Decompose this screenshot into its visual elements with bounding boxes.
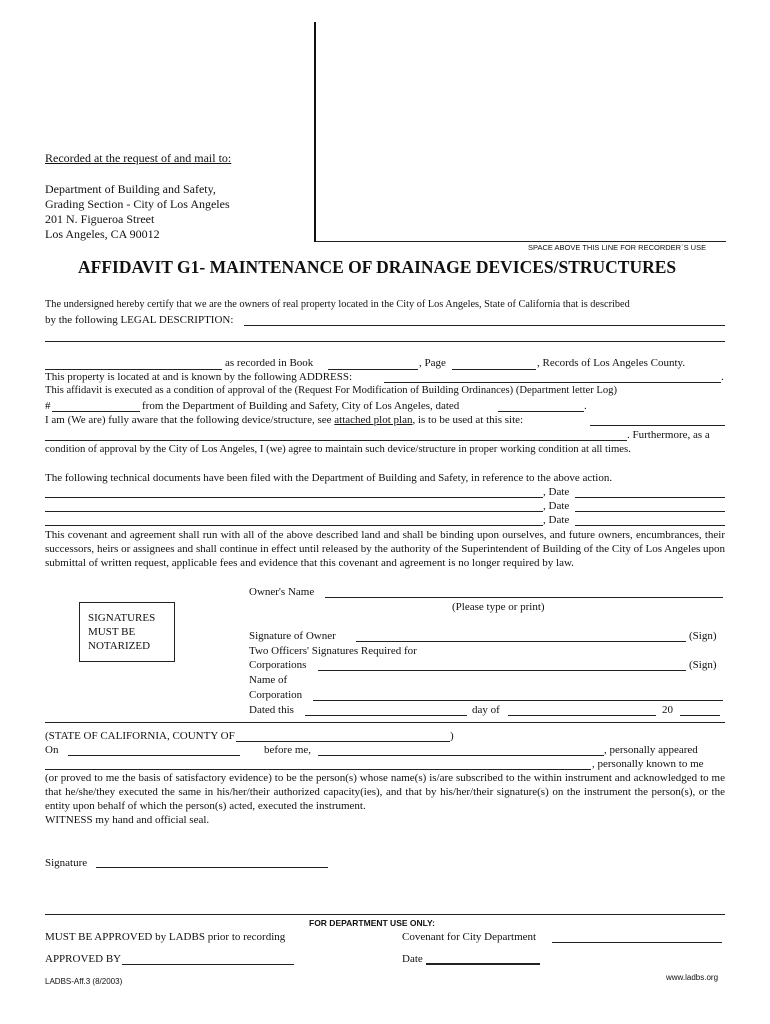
page-field[interactable] (452, 369, 536, 370)
log-number-field[interactable] (52, 411, 140, 412)
city-department-field[interactable] (552, 942, 722, 943)
owners-name-field[interactable] (325, 597, 723, 598)
sign-label-2: (Sign) (689, 659, 717, 671)
signature-of-owner-label: Signature of Owner (249, 630, 336, 642)
page-label: , Page (419, 357, 446, 369)
month-field[interactable] (508, 715, 656, 716)
year-field[interactable] (680, 715, 720, 716)
two-officers-label: Two Officers' Signatures Required for (249, 645, 417, 657)
tech-doc-date-field-1[interactable] (575, 497, 725, 498)
state-county-label: (STATE OF CALIFORNIA, COUNTY OF (45, 730, 235, 742)
footer-date-label: Date (402, 953, 423, 965)
address-line-1: Department of Building and Safety, (45, 182, 216, 196)
covenant-paragraph: This covenant and agreement shall run with all of the above described land and shall be binding upon ourselves, and future owners, encumbrances, their successors, heirs or assignees and shall continue in effect until released by the authority of the Superintendent of Building of the City of Los Angeles upon submittal of written request, applicable fees and evidence that this covenant and agreement is no longer required by law. (45, 529, 725, 569)
tech-doc-date-label-3: , Date (543, 514, 570, 526)
corporation-label: Corporation (249, 689, 303, 701)
box-line-3: NOTARIZED (88, 640, 151, 652)
recorder-note: SPACE ABOVE THIS LINE FOR RECORDER`S USE (528, 243, 707, 252)
tech-doc-date-field-3[interactable] (575, 525, 725, 526)
address-line-4: Los Angeles, CA 90012 (45, 227, 160, 241)
approved-by-field[interactable] (122, 964, 294, 965)
device-field-1[interactable] (590, 425, 725, 426)
approved-by-label: APPROVED BY (45, 953, 122, 965)
year-prefix: 20 (662, 704, 673, 716)
recorded-as-book-label: as recorded in Book (225, 357, 314, 369)
notary-name-field[interactable] (318, 755, 604, 756)
intro-line-2: by the following LEGAL DESCRIPTION: (45, 314, 234, 326)
footer-separator (45, 914, 725, 915)
notary-signature-label: Signature (45, 857, 88, 869)
owner-signature-field[interactable] (356, 641, 686, 642)
appeared-name-field[interactable] (45, 769, 591, 770)
mail-to-heading: Recorded at the request of and mail to: (45, 151, 232, 165)
aware-prefix: I am (We are) fully aware that the following device/structure, see (45, 414, 335, 426)
notary-signature-field[interactable] (96, 867, 328, 868)
aware-line (45, 413, 523, 427)
device-field-2[interactable] (45, 440, 627, 441)
document-title: AFFIDAVIT G1- MAINTENANCE OF DRAINAGE DEVICES/STRUCTURES (78, 257, 677, 277)
tech-doc-date-label-2: , Date (543, 500, 570, 512)
plot-plan-link[interactable]: attached plot plan (334, 414, 413, 426)
on-date-field[interactable] (68, 755, 240, 756)
condition-approval: condition of approval by the City of Los Angeles, I (we) agree to maintain such device/structure in proper working condition at all times. (45, 443, 631, 455)
witness-label: WITNESS my hand and official seal. (45, 814, 210, 826)
on-label: On (45, 744, 59, 756)
address-line-2: Grading Section - City of Los Angeles (45, 197, 230, 211)
tech-doc-date-field-2[interactable] (575, 511, 725, 512)
intro-line-1: The undersigned hereby certify that we are the owners of real property located in the City of Los Angeles, State of California that is described (45, 299, 630, 310)
owners-name-label: Owner's Name (249, 586, 315, 598)
legal-description-field-1[interactable] (244, 325, 725, 326)
corporation-name-field[interactable] (313, 700, 723, 701)
legal-description-field-2[interactable] (45, 341, 725, 342)
address-line-3: 201 N. Figueroa Street (45, 212, 155, 226)
dept-dated-label: from the Department of Building and Safety, City of Los Angeles, dated (142, 400, 460, 412)
sign-label-1: (Sign) (689, 630, 717, 642)
tech-doc-field-2[interactable] (45, 511, 543, 512)
personally-appeared-label: , personally appeared (604, 744, 698, 756)
footer-date-field[interactable] (426, 963, 540, 965)
corporations-label: Corporations (249, 659, 307, 671)
covenant-for-city-label: Covenant for City Department (402, 931, 537, 943)
recorder-vertical-rule (314, 22, 316, 242)
dated-this-label: Dated this (249, 704, 294, 716)
tech-doc-field-1[interactable] (45, 497, 543, 498)
recorder-horizontal-rule (316, 241, 726, 242)
dept-date-field[interactable] (498, 411, 584, 412)
box-line-1: SIGNATURES (88, 612, 156, 624)
must-be-approved-label: MUST BE APPROVED by LADBS prior to recording (45, 931, 286, 943)
address-label: This property is located at and is known by the following ADDRESS: (45, 371, 353, 383)
aware-suffix: , is to be used at this site: (412, 414, 524, 426)
website-link[interactable]: www.ladbs.org (666, 973, 719, 982)
form-id: LADBS-Aff.3 (8/2003) (45, 977, 123, 986)
dated-end: . (584, 400, 587, 412)
tech-doc-field-3[interactable] (45, 525, 543, 526)
furthermore-label: . Furthermore, as a (627, 429, 710, 441)
address-end: . (721, 371, 724, 383)
tech-docs-intro: The following technical documents have been filed with the Department of Building and Safety, in reference to the above action. (45, 472, 613, 484)
dept-use-label: FOR DEPARTMENT USE ONLY: (309, 918, 435, 928)
address-field[interactable] (384, 382, 721, 383)
records-label: , Records of Los Angeles County. (537, 357, 686, 369)
proved-paragraph: (or proved to me the basis of satisfactory evidence) to be the person(s) whose name(s) is/are subscribed to the within instrument and acknowledged to me that he/she/they executed the same in his/her/their authorized capacity(ies), and that by his/her/their signature(s) on the instrument the person(s), or the entity upon behalf of which the person(s) acted, executed the instrument. (45, 772, 725, 812)
condition-line-1: This affidavit is executed as a condition of approval of the (Request For Modification of Building Ordinances) (Department letter Log) (45, 385, 618, 396)
before-me-label: before me, (264, 744, 312, 756)
day-of-label: day of (472, 704, 500, 716)
notary-separator (45, 722, 725, 723)
tech-doc-date-label-1: , Date (543, 486, 570, 498)
hash-label: # (45, 400, 51, 412)
personally-known-label: , personally known to me (592, 758, 704, 770)
box-line-2: MUST BE (88, 626, 136, 638)
day-field[interactable] (305, 715, 467, 716)
please-type-label: (Please type or print) (452, 601, 545, 613)
name-of-label: Name of (249, 674, 288, 686)
county-field[interactable] (236, 741, 450, 742)
close-paren: ) (450, 730, 454, 742)
corporation-signature-field[interactable] (318, 670, 686, 671)
